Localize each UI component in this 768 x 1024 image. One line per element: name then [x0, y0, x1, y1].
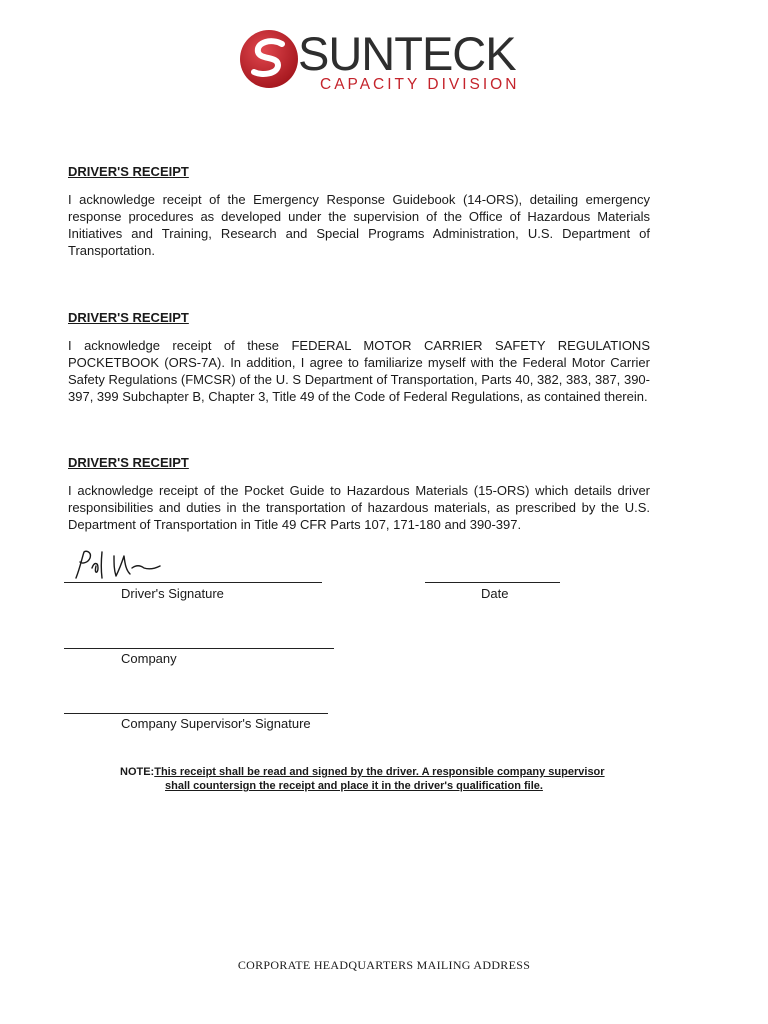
sunteck-swirl-logo-icon	[238, 28, 300, 90]
company-label: Company	[121, 651, 177, 666]
driver-signature-line[interactable]	[64, 582, 322, 583]
receipt-note	[120, 765, 660, 793]
note-label: NOTE:	[120, 766, 155, 778]
company-logo	[238, 24, 538, 100]
driver-signature-label: Driver's Signature	[121, 586, 224, 601]
note-line-1: This receipt shall be read and signed by the driver. A responsible company supervisor	[154, 766, 605, 778]
note-line-2: shall countersign the receipt and place it in the driver's qualification file.	[165, 780, 543, 792]
date-label: Date	[481, 586, 509, 601]
brand-division: CAPACITY DIVISION	[320, 76, 520, 93]
section-text: I acknowledge receipt of the Pocket Guide to Hazardous Materials (15-ORS) which details driver responsibilities and duties in the transportation of hazardous materials, as prescribed by the U.S. Department of Transportation in Title 49 CFR Parts 107, 171-180 and 390-397.	[68, 483, 650, 532]
brand-name: SUNTECK	[298, 27, 516, 80]
receipt-section-3	[68, 455, 650, 533]
section-heading: DRIVER'S RECEIPT	[68, 455, 189, 470]
receipt-section-2	[68, 310, 650, 405]
supervisor-signature-label: Company Supervisor's Signature	[121, 716, 311, 731]
section-heading: DRIVER'S RECEIPT	[68, 310, 189, 325]
section-text: I acknowledge receipt of these FEDERAL MOTOR CARRIER SAFETY REGULATIONS POCKETBOOK (ORS-7A). In addition, I agree to familiarize myself with the Federal Motor Carrier Safety Regulations (FMCSR) of the U. S Department of Transportation, Parts 40, 382, 383, 387, 390-397, 399 Subchapter B, Chapter 3, Title 49 of the Code of Federal Regulations, as contained therein.	[68, 338, 650, 404]
receipt-section-1	[68, 164, 650, 259]
section-text: I acknowledge receipt of the Emergency Response Guidebook (14-ORS), detailing emergency response procedures as developed under the supervision of the Office of Hazardous Materials Initiatives and Training, Research and Special Programs Administration, U.S. Department of Transportation.	[68, 192, 650, 258]
supervisor-signature-line[interactable]	[64, 713, 328, 714]
date-line[interactable]	[425, 582, 560, 583]
company-line[interactable]	[64, 648, 334, 649]
section-heading: DRIVER'S RECEIPT	[68, 164, 189, 179]
footer-address-heading: CORPORATE HEADQUARTERS MAILING ADDRESS	[237, 958, 531, 972]
handwritten-signature	[70, 548, 166, 584]
